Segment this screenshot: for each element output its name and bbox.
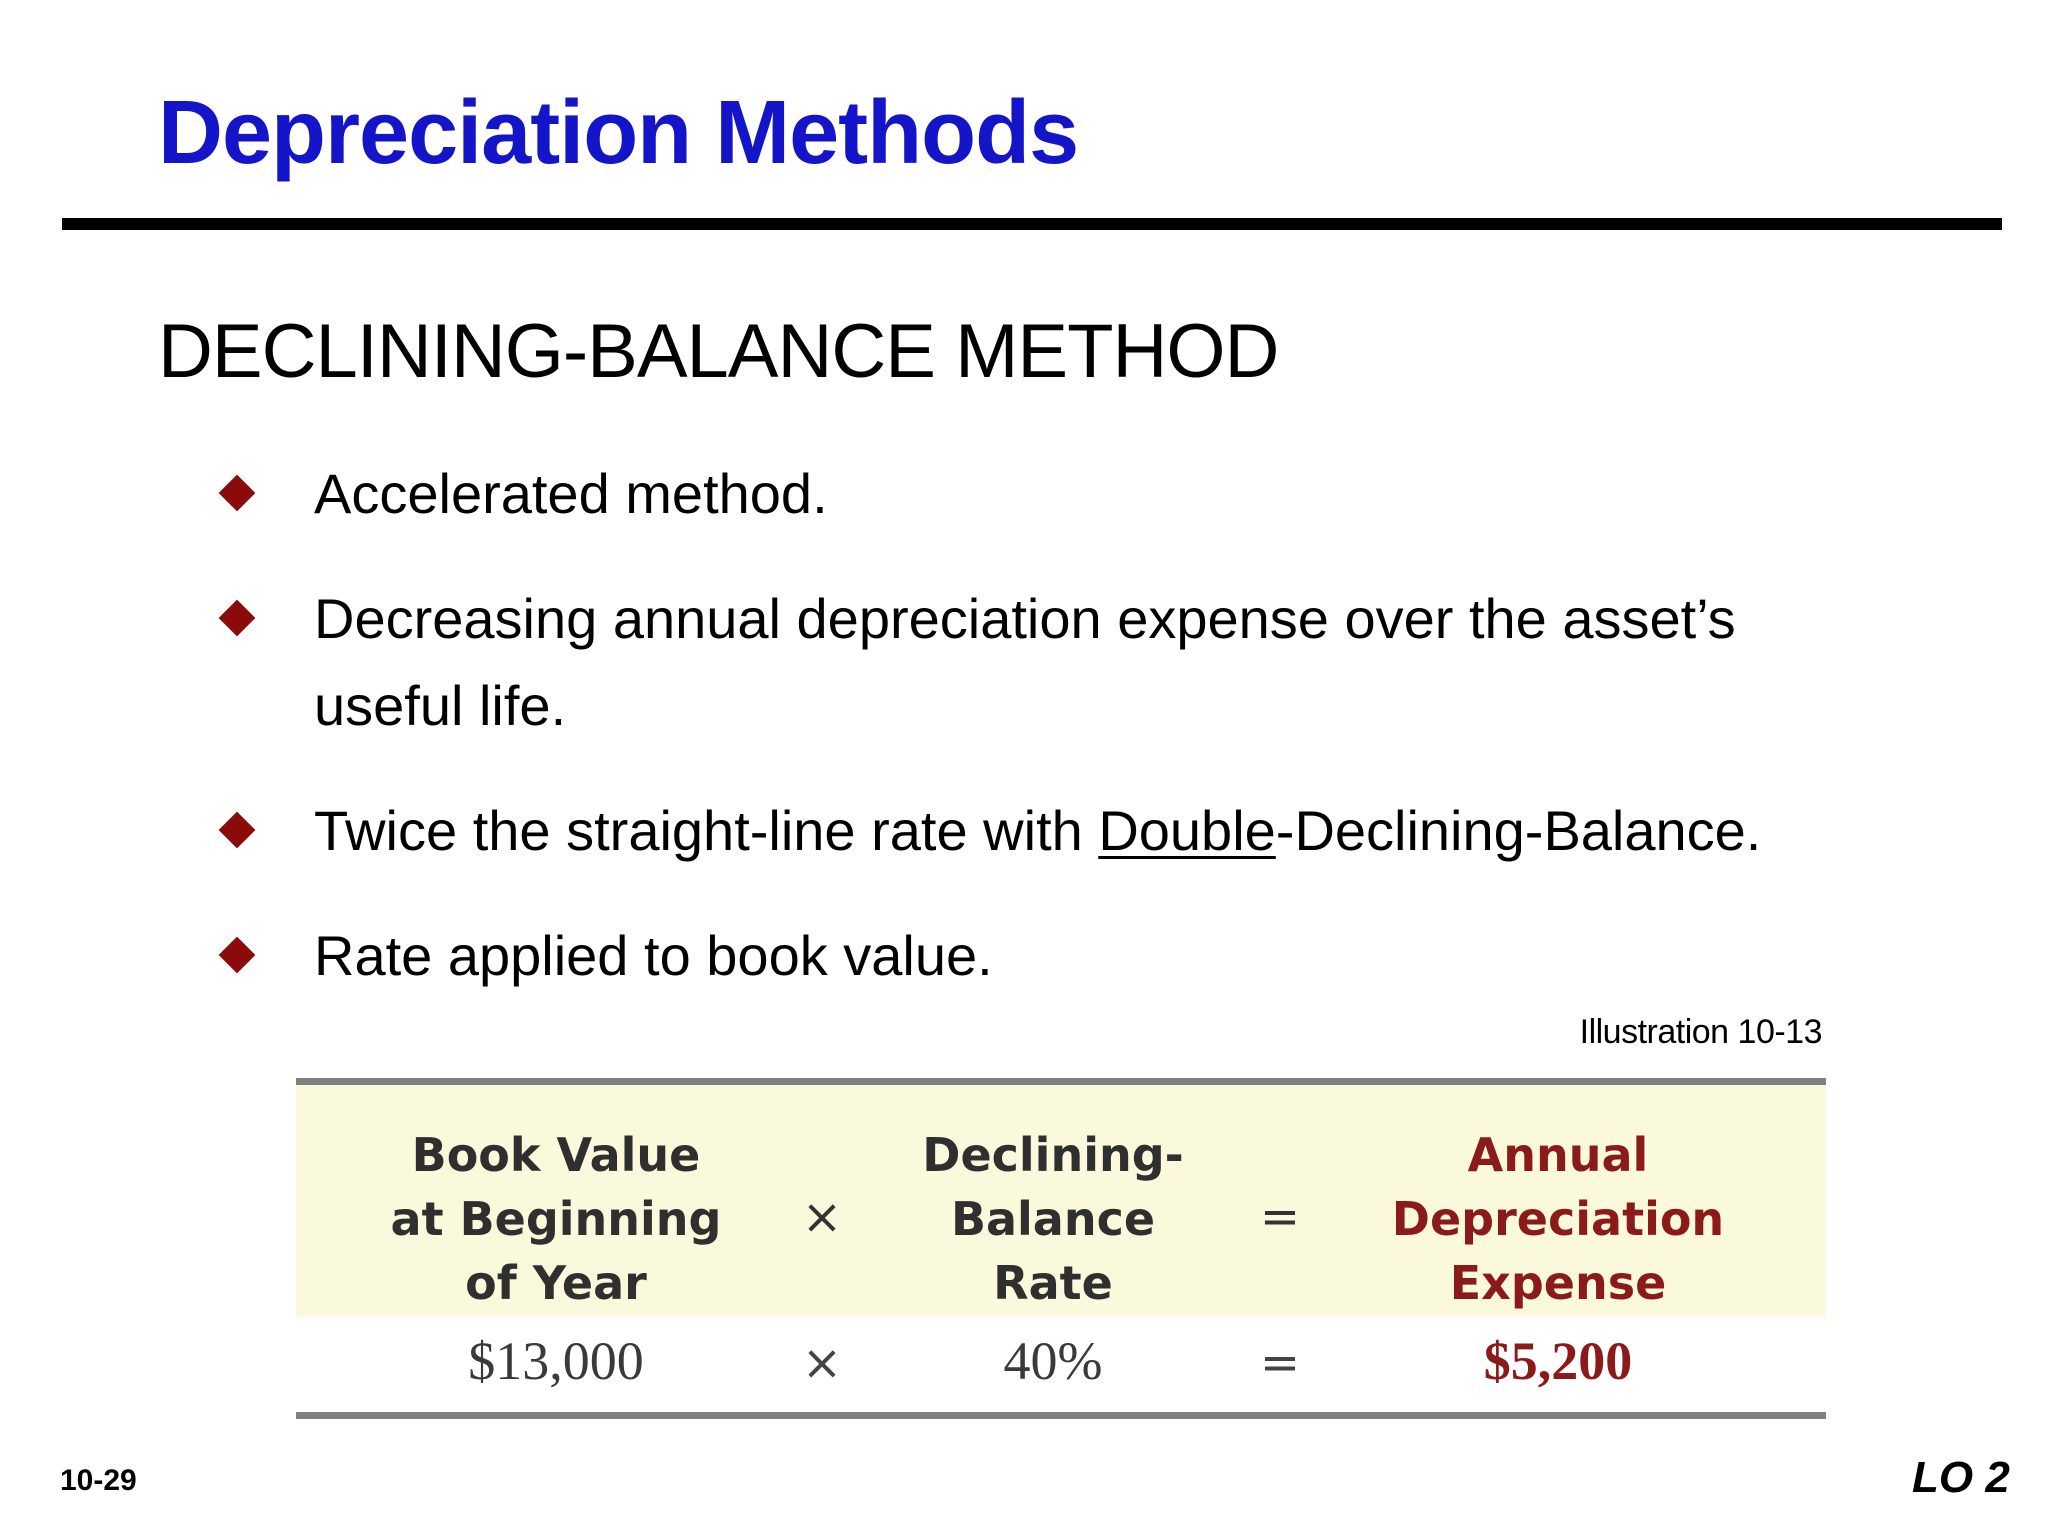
- bullet-text-before: Twice the straight-line rate with: [314, 799, 1099, 862]
- header-rate: [922, 1123, 1183, 1315]
- formula-header-row: [296, 1085, 1826, 1317]
- bullet-text-line-1: Decreasing annual depreciation expense over the asset’s: [314, 587, 1736, 650]
- value-rate: 40%: [1003, 1331, 1103, 1391]
- bullet-list: [210, 450, 1970, 1037]
- header-line: Rate: [993, 1256, 1113, 1310]
- bullet-text: Accelerated method.: [314, 462, 828, 525]
- bullet-item: [210, 450, 1970, 537]
- bullet-item: [210, 787, 1970, 874]
- diamond-bullet-icon: [219, 812, 256, 849]
- diamond-bullet-icon: [219, 600, 256, 637]
- header-line: Declining-: [922, 1128, 1184, 1182]
- header-line: Expense: [1449, 1256, 1667, 1310]
- formula-value-row: [296, 1317, 1826, 1412]
- diamond-bullet-icon: [219, 937, 256, 974]
- value-times-operator: ×: [801, 1335, 843, 1391]
- title-divider: [62, 218, 2002, 230]
- bullet-item: [210, 575, 1970, 749]
- slide-number: 10-29: [60, 1464, 137, 1497]
- header-line: Depreciation: [1391, 1192, 1725, 1246]
- header-equals-operator: =: [1259, 1189, 1301, 1245]
- header-line: at Beginning: [390, 1192, 722, 1246]
- slide-title: Depreciation Methods: [158, 83, 1079, 183]
- header-times-operator: ×: [801, 1189, 843, 1245]
- bullet-text: Rate applied to book value.: [314, 924, 993, 987]
- illustration-label: Illustration 10-13: [1579, 1013, 1822, 1051]
- bullet-item: [210, 912, 1970, 999]
- section-heading: DECLINING-BALANCE METHOD: [158, 309, 1279, 394]
- header-line: Book Value: [411, 1128, 701, 1182]
- value-equals-operator: =: [1259, 1335, 1301, 1391]
- bullet-text-after: -Declining-Balance.: [1275, 799, 1762, 862]
- header-line: Balance: [950, 1192, 1156, 1246]
- formula-table: [296, 1078, 1826, 1419]
- value-expense: $5,200: [1483, 1331, 1633, 1391]
- learning-objective-tag: LO 2: [1912, 1453, 2010, 1502]
- header-line: of Year: [465, 1256, 647, 1310]
- header-book-value: [391, 1123, 722, 1315]
- header-line: Annual: [1467, 1128, 1649, 1182]
- bullet-text-underlined: Double: [1098, 799, 1276, 862]
- diamond-bullet-icon: [219, 475, 256, 512]
- value-book-value: $13,000: [468, 1331, 644, 1391]
- header-expense: [1392, 1123, 1724, 1315]
- bullet-text-line-2: useful life.: [314, 674, 567, 737]
